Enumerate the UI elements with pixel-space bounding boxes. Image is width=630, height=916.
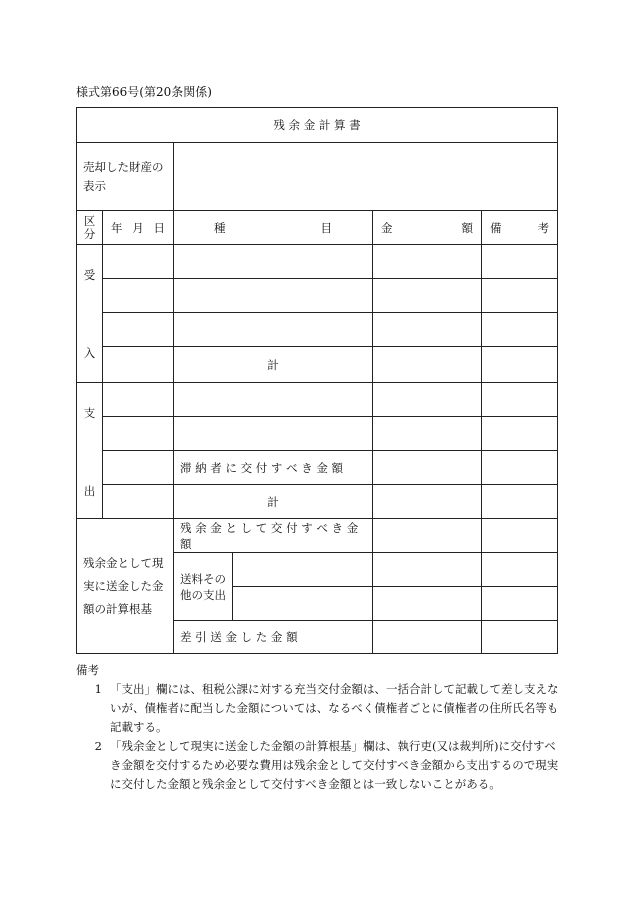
table-cell[interactable]: [482, 383, 558, 417]
table-cell[interactable]: [103, 279, 174, 313]
note-item: [76, 737, 562, 794]
table-cell[interactable]: [373, 383, 482, 417]
note-number: 2: [94, 739, 102, 753]
table-cell[interactable]: [482, 485, 558, 519]
table-cell[interactable]: [103, 313, 174, 347]
surplus-due-amount[interactable]: [373, 519, 482, 553]
property-label: 売却した財産の表示: [77, 143, 174, 211]
notes-section: [76, 661, 562, 794]
note-text: 「支出」欄には、租税公課に対する充当交付金額は、一括合計して記載して差し支えないが、債権者に配当した金額については、なるべく債権者ごとに債権者の住所氏名等も記載する。: [110, 682, 559, 734]
header-item: 種 目: [174, 211, 373, 245]
table-cell[interactable]: [174, 383, 373, 417]
table-title: 残 余 金 計 算 書: [77, 108, 558, 143]
shipping-detail[interactable]: [233, 587, 373, 621]
shipping-label: 送料その他の支出: [174, 553, 233, 621]
net-remitted-amount[interactable]: [373, 621, 482, 654]
table-cell[interactable]: [482, 417, 558, 451]
table-cell[interactable]: [373, 417, 482, 451]
shipping-amount[interactable]: [373, 587, 482, 621]
table-cell[interactable]: [482, 553, 558, 587]
surplus-calculation-table: [76, 107, 558, 654]
header-date: 年 月 日: [103, 211, 174, 245]
note-text: 「残余金として現実に送金した金額の計算根基」欄は、執行吏(又は裁判所)に交付すべき金額を交付するため必要な費用は残余金として交付すべき金額から支出するので現実に交付した金額と残余金として交付すべき金額とは一致しないことがある。: [110, 739, 559, 791]
notes-heading: 備考: [76, 663, 99, 677]
table-cell[interactable]: [482, 587, 558, 621]
receipts-label: 受 入: [77, 245, 103, 383]
delinquent-amount-label: 滞 納 者 に 交 付 す べ き 金 額: [174, 451, 373, 485]
table-cell[interactable]: [103, 451, 174, 485]
net-remitted-label: 差 引 送 金 し た 金 額: [174, 621, 373, 654]
table-cell[interactable]: [103, 245, 174, 279]
table-cell[interactable]: [482, 279, 558, 313]
basis-label: 残余金として現実に送金した金額の計算根基: [77, 519, 174, 654]
payments-label: 支 出: [77, 383, 103, 519]
property-field[interactable]: [174, 143, 558, 211]
table-cell[interactable]: [482, 347, 558, 383]
payments-total-amount[interactable]: [373, 485, 482, 519]
table-cell[interactable]: [103, 383, 174, 417]
table-cell[interactable]: [373, 279, 482, 313]
delinquent-amount[interactable]: [373, 451, 482, 485]
table-cell[interactable]: [174, 279, 373, 313]
header-amount: 金 額: [373, 211, 482, 245]
table-cell[interactable]: [482, 313, 558, 347]
table-cell[interactable]: [373, 313, 482, 347]
surplus-due-label: 残 余 金 と し て 交 付 す べ き 金 額: [174, 519, 373, 553]
table-cell[interactable]: [482, 621, 558, 654]
table-cell[interactable]: [103, 347, 174, 383]
receipts-total-amount[interactable]: [373, 347, 482, 383]
shipping-amount[interactable]: [373, 553, 482, 587]
shipping-detail[interactable]: [233, 553, 373, 587]
header-remarks: 備 考: [482, 211, 558, 245]
table-cell[interactable]: [174, 313, 373, 347]
table-cell[interactable]: [103, 485, 174, 519]
table-cell[interactable]: [482, 245, 558, 279]
note-item: [76, 680, 562, 737]
payments-total-label: 計: [174, 485, 373, 519]
header-division: 区分: [77, 211, 103, 245]
table-cell[interactable]: [103, 417, 174, 451]
note-number: 1: [94, 682, 102, 696]
table-cell[interactable]: [482, 451, 558, 485]
table-cell[interactable]: [174, 417, 373, 451]
receipts-total-label: 計: [174, 347, 373, 383]
form-number-label: 様式第66号(第20条関係): [76, 85, 212, 99]
table-cell[interactable]: [482, 519, 558, 553]
table-cell[interactable]: [174, 245, 373, 279]
table-cell[interactable]: [373, 245, 482, 279]
